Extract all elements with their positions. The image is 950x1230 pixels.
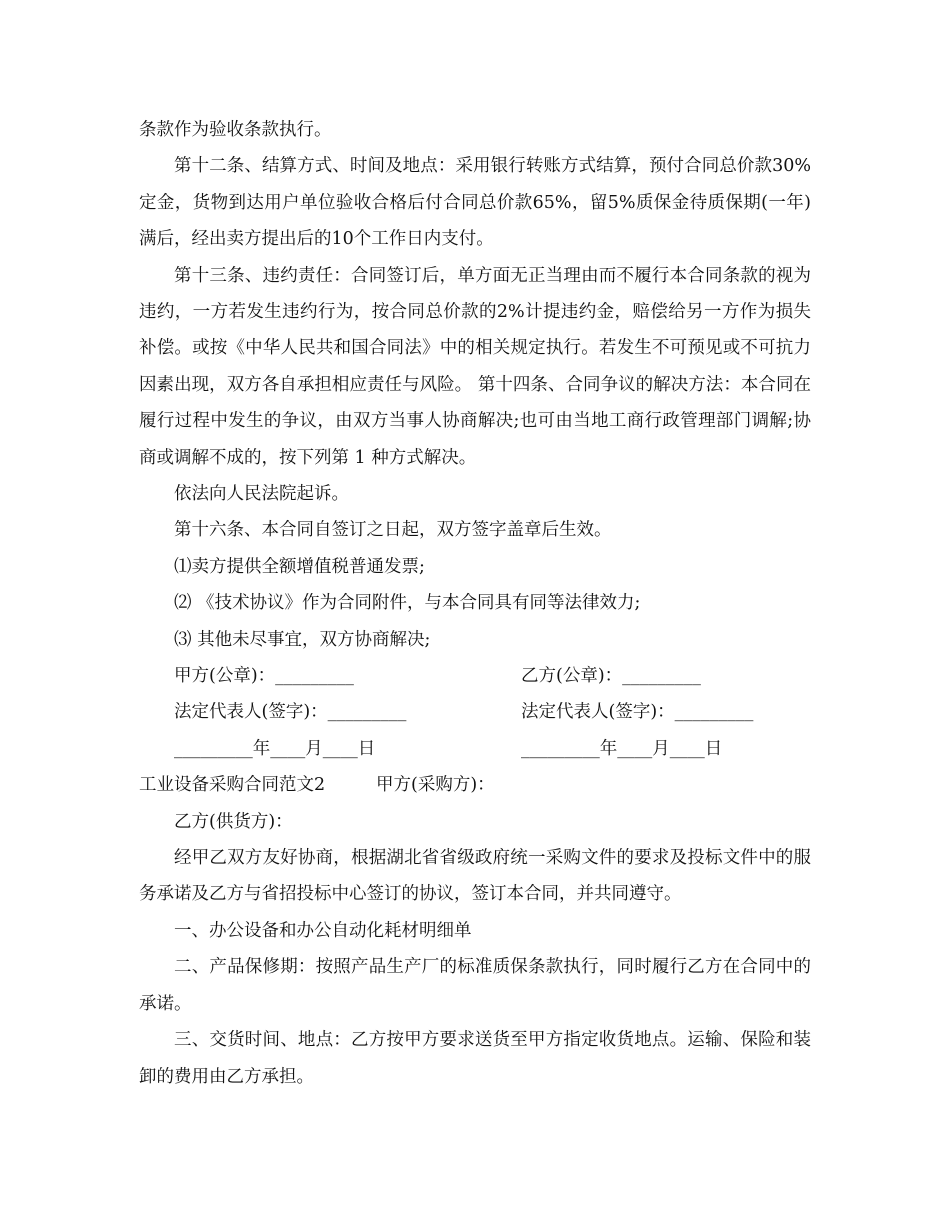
paragraph: 三、交货时间、地点：乙方按甲方要求送货至甲方指定收货地点。运输、保险和装卸的费用由乙方承担。	[139, 1030, 811, 1087]
section-title-row	[139, 767, 811, 803]
signature-row	[139, 731, 811, 767]
paragraph: 第十二条、结算方式、时间及地点：采用银行转账方式结算，预付合同总价款30%定金，货物到达用户单位验收合格后付合同总价款65%，留5%质保金待质保期(一年)满后，经出卖方提出后的10个工作日内支付。	[139, 156, 811, 250]
paragraph: 二、产品保修期：按照产品生产厂的标准质保条款执行，同时履行乙方在合同中的承诺。	[139, 957, 811, 1014]
party-a-signature-line: 甲方(公章)：_________	[174, 666, 354, 687]
paragraph: 乙方(供货方)：	[174, 811, 293, 832]
buyer-label: 甲方(采购方)：	[376, 775, 495, 796]
paragraph: 第十六条、本合同自签订之日起，双方签字盖章后生效。	[174, 520, 612, 541]
party-a-signature-line: _________年____月____日	[174, 738, 376, 759]
document-body	[139, 112, 811, 1095]
contract-title: 工业设备采购合同范文2	[139, 775, 326, 796]
paragraph: 条款作为验收条款执行。	[139, 120, 332, 140]
paragraph: ⑴卖方提供全额增值税普通发票;	[174, 556, 425, 577]
paragraph: 依法向人民法院起诉。	[174, 484, 349, 505]
signature-block	[139, 658, 811, 767]
party-b-signature-line: 乙方(公章)：_________	[521, 666, 701, 687]
contract-clauses	[139, 112, 811, 658]
paragraph: ⑶ 其他未尽事宜，双方协商解决;	[174, 629, 431, 650]
paragraph: 一、办公设备和办公自动化耗材明细单	[174, 920, 472, 941]
paragraph: 第十三条、违约责任：合同签订后，单方面无正当理由而不履行本合同条款的视为违约，一方若发生违约行为，按合同总价款的2%计提违约金，赔偿给另一方作为损失补偿。或按《中华人民共和国合同法》中的相关规定执行。若发生不可预见或不可抗力因素出现，双方各自承担相应责任与风险。 第十四条、合同争议的解决方法：本合同在履行过程中发生的争议，由双方当事人协商解决;也可由当地工商行政管理部门调解;协商或调解不成的，按下列第 1 种方式解决。	[139, 265, 811, 468]
signature-row	[139, 658, 811, 694]
signature-row	[139, 694, 811, 730]
second-contract-clauses	[139, 804, 811, 1095]
party-b-signature-line: 法定代表人(签字)：_________	[521, 702, 754, 723]
party-b-signature-line: _________年____月____日	[521, 738, 723, 759]
party-a-signature-line: 法定代表人(签字)：_________	[174, 702, 407, 723]
paragraph: ⑵ 《技术协议》作为合同附件，与本合同具有同等法律效力;	[174, 593, 641, 614]
paragraph: 经甲乙双方友好协商，根据湖北省省级政府统一采购文件的要求及投标文件中的服务承诺及乙方与省招投标中心签订的协议，签订本合同，并共同遵守。	[139, 848, 811, 905]
